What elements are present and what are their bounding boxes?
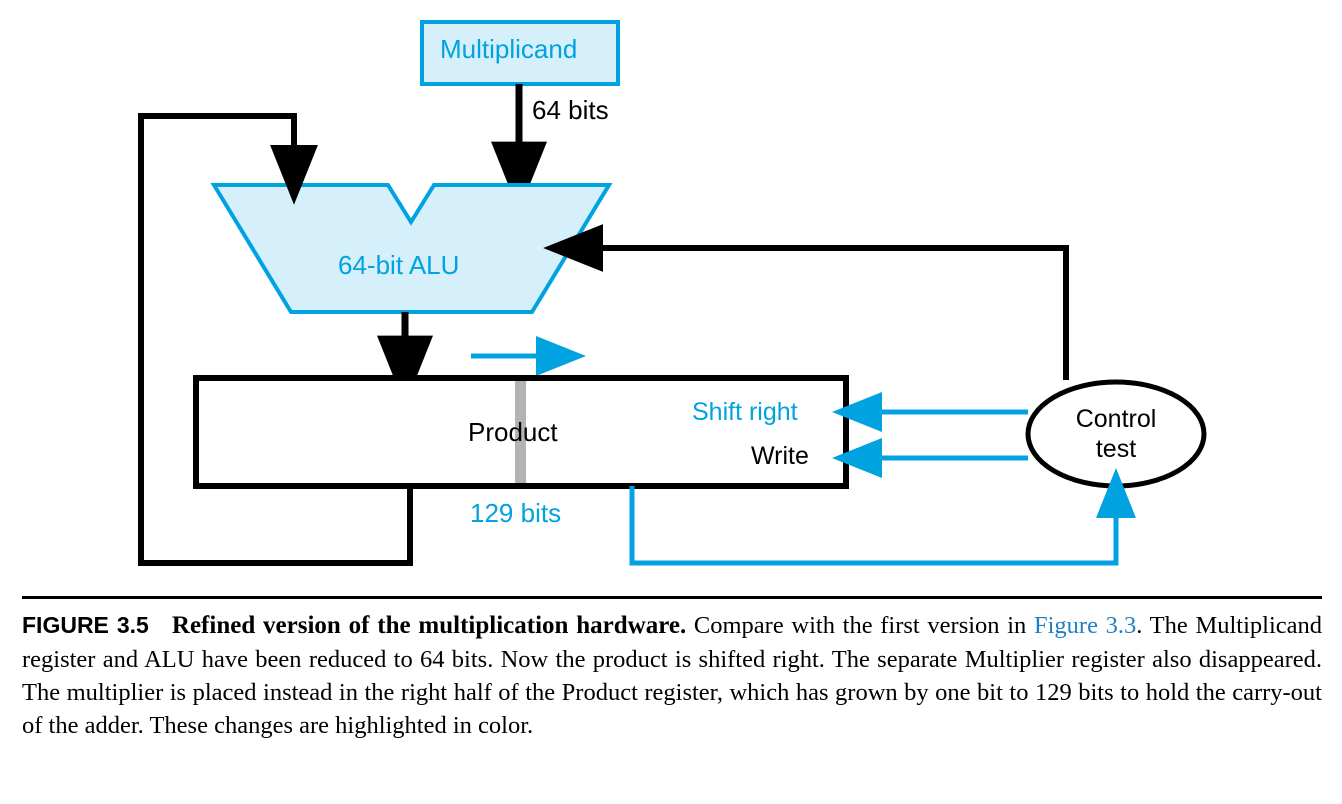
- product-bits-label: 129 bits: [470, 498, 562, 528]
- caption-space: [149, 612, 172, 639]
- control-test-ellipse: [1028, 382, 1204, 486]
- caption-gap: [686, 612, 694, 639]
- write-label: Write: [751, 442, 809, 470]
- caption-divider: [22, 596, 1322, 599]
- product-to-control-wire: [632, 486, 1116, 563]
- multiplicand-bus-label: 64 bits: [532, 95, 609, 125]
- caption-body-part2: . The Multiplicand register and ALU have been reduced to 64 bits. Now the product is shifted right. The separate Multiplier register also disappeared. The multiplier is placed instead in the right half of the Product register, which has grown by one bit to 129 bits to hold the carry-out of the adder. These changes are highlighted in color.: [22, 612, 1323, 739]
- multiplicand-register-label: Multiplicand: [440, 34, 578, 64]
- caption-text: [22, 609, 1322, 742]
- figure-title: Refined version of the multiplication hardware.: [171, 612, 687, 639]
- control-test-label-line2: test: [1095, 435, 1137, 463]
- figure-cross-reference-link[interactable]: Figure 3.3: [1034, 612, 1137, 639]
- alu-label: 64-bit ALU: [338, 250, 460, 280]
- caption-body-part1: Compare with the first version in: [693, 612, 1034, 639]
- figure-number-label: FIGURE 3.5: [22, 612, 149, 638]
- control-test-label-line1: Control: [1075, 405, 1157, 433]
- alu-shape: [214, 185, 609, 312]
- figure-caption: [22, 596, 1322, 742]
- product-register-label: Product: [468, 417, 558, 447]
- shift-right-label: Shift right: [692, 398, 798, 426]
- control-to-alu-wire: [572, 248, 1066, 380]
